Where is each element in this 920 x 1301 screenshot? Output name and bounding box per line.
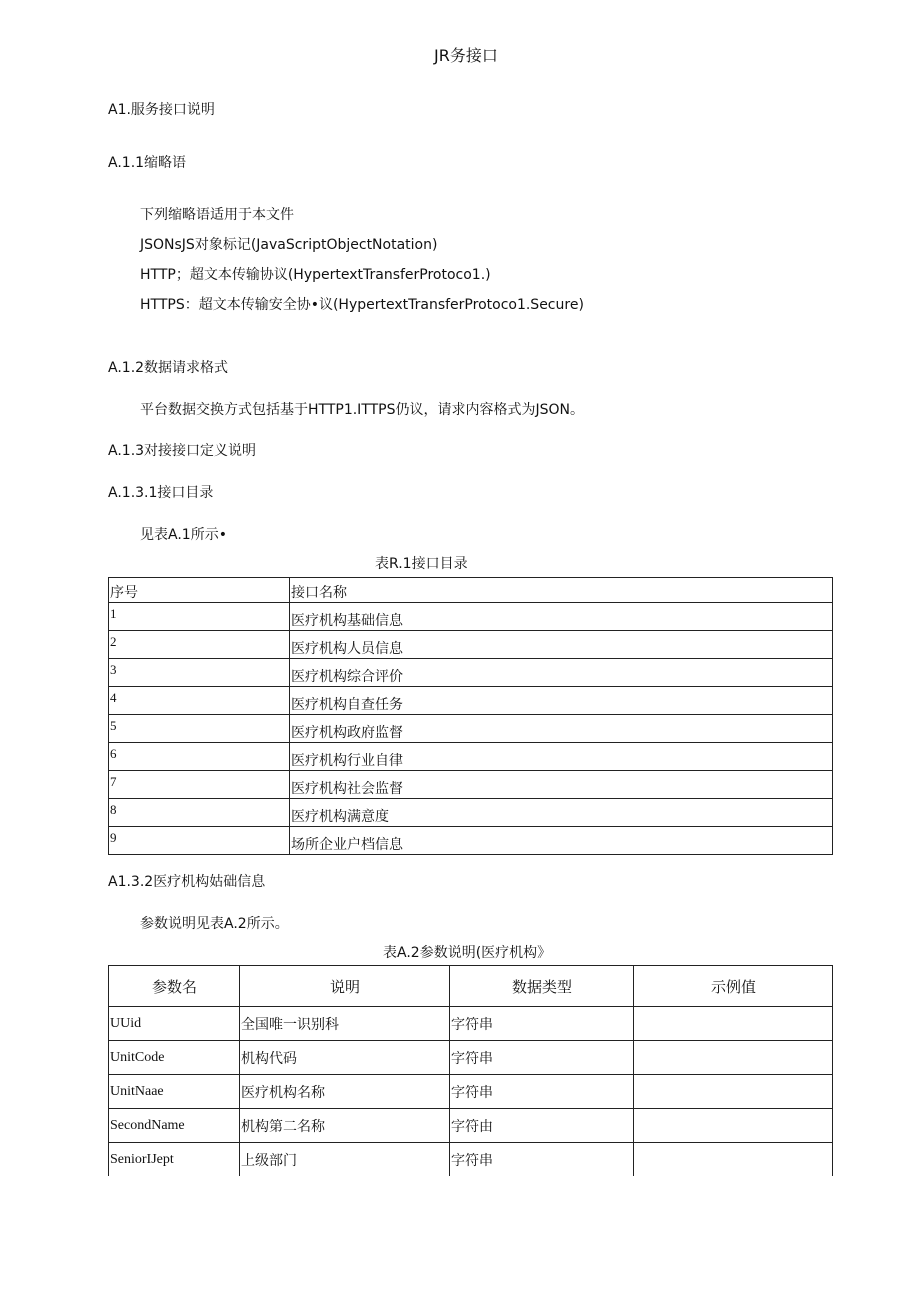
- toc-table-caption: 表R.1接口目录: [375, 556, 468, 572]
- table-row: [109, 1007, 833, 1041]
- table-cell: SecondName: [109, 1109, 240, 1143]
- table-cell: [634, 1109, 833, 1143]
- table-cell: 医疗机构社会监督: [290, 771, 833, 799]
- table-header-row: [109, 578, 833, 603]
- toc-intro: 见表A.1所示•: [140, 527, 227, 543]
- interface-catalog-table: [108, 577, 833, 855]
- table-cell: 上级部门: [240, 1143, 450, 1177]
- table-cell: 机构第二名称: [240, 1109, 450, 1143]
- table-cell: 7: [109, 771, 290, 799]
- table-cell: 8: [109, 799, 290, 827]
- section-heading-a131: A.1.3.1接口目录: [108, 485, 214, 501]
- abbrev-json: JSONsJS对象标记(JavaScriptObjectNotation): [140, 237, 438, 253]
- table-cell: 字符串: [450, 1075, 634, 1109]
- table-cell: 5: [109, 715, 290, 743]
- table-cell: 医疗机构行业自律: [290, 743, 833, 771]
- table-row: [109, 1041, 833, 1075]
- table-row: [109, 631, 833, 659]
- abbrev-https: HTTPS：超文本传输安全协•议(HypertextTransferProtoco1.Secure): [140, 297, 584, 313]
- parameter-table: [108, 965, 833, 1176]
- table-cell: 医疗机构名称: [240, 1075, 450, 1109]
- table-cell: [634, 1007, 833, 1041]
- document-title: JR务接口: [434, 46, 498, 65]
- header-cell: 示例值: [634, 966, 833, 1007]
- table-row: [109, 659, 833, 687]
- table-cell: 场所企业户档信息: [290, 827, 833, 855]
- table-cell: 4: [109, 687, 290, 715]
- param-table-caption: 表A.2参数说明(医疗机构》: [383, 945, 552, 961]
- section-heading-a1: A1.服务接口说明: [108, 102, 215, 118]
- header-cell: 接口名称: [290, 578, 833, 603]
- table-row: [109, 827, 833, 855]
- table-cell: 字符串: [450, 1007, 634, 1041]
- table-cell: UUid: [109, 1007, 240, 1041]
- table-cell: 字符串: [450, 1041, 634, 1075]
- table-cell: 字符串: [450, 1143, 634, 1177]
- table-cell: 6: [109, 743, 290, 771]
- section-heading-a12: A.1.2数据请求格式: [108, 360, 229, 376]
- table-row: [109, 743, 833, 771]
- header-cell: 数据类型: [450, 966, 634, 1007]
- table-cell: [634, 1143, 833, 1177]
- table-row: [109, 687, 833, 715]
- request-format-text: 平台数据交换方式包括基于HTTP1.ITTPS仍议，请求内容格式为JSON。: [140, 402, 585, 418]
- table-cell: 医疗机构满意度: [290, 799, 833, 827]
- section-heading-a132: A1.3.2医疗机构姑础信息: [108, 874, 266, 890]
- table-cell: 字符由: [450, 1109, 634, 1143]
- table-cell: 机构代码: [240, 1041, 450, 1075]
- table-cell: 医疗机构基础信息: [290, 603, 833, 631]
- table-cell: SeniorIJept: [109, 1143, 240, 1177]
- table-row: [109, 1143, 833, 1177]
- table-cell: 2: [109, 631, 290, 659]
- table-cell: UnitNaae: [109, 1075, 240, 1109]
- table-cell: 全国唯一识别科: [240, 1007, 450, 1041]
- table-row: [109, 771, 833, 799]
- table-row: [109, 1075, 833, 1109]
- table-header-row: [109, 966, 833, 1007]
- table-cell: [634, 1075, 833, 1109]
- table-cell: 3: [109, 659, 290, 687]
- abbrev-http: HTTP；超文本传输协议(HypertextTransferProtoco1.): [140, 267, 491, 283]
- header-cell: 说明: [240, 966, 450, 1007]
- table-cell: UnitCode: [109, 1041, 240, 1075]
- param-intro: 参数说明见表A.2所示。: [140, 916, 289, 932]
- table-cell: 医疗机构综合评价: [290, 659, 833, 687]
- header-cell: 序号: [109, 578, 290, 603]
- table-cell: 医疗机构自查任务: [290, 687, 833, 715]
- table-row: [109, 1109, 833, 1143]
- table-cell: 1: [109, 603, 290, 631]
- table-cell: [634, 1041, 833, 1075]
- section-heading-a11: A.1.1缩略语: [108, 155, 187, 171]
- table-row: [109, 715, 833, 743]
- header-cell: 参数名: [109, 966, 240, 1007]
- table-cell: 9: [109, 827, 290, 855]
- table-cell: 医疗机构政府监督: [290, 715, 833, 743]
- section-heading-a13: A.1.3对接接口定义说明: [108, 443, 257, 459]
- table-row: [109, 603, 833, 631]
- abbrev-intro: 下列缩略语适用于本文件: [140, 207, 294, 223]
- table-cell: 医疗机构人员信息: [290, 631, 833, 659]
- table-row: [109, 799, 833, 827]
